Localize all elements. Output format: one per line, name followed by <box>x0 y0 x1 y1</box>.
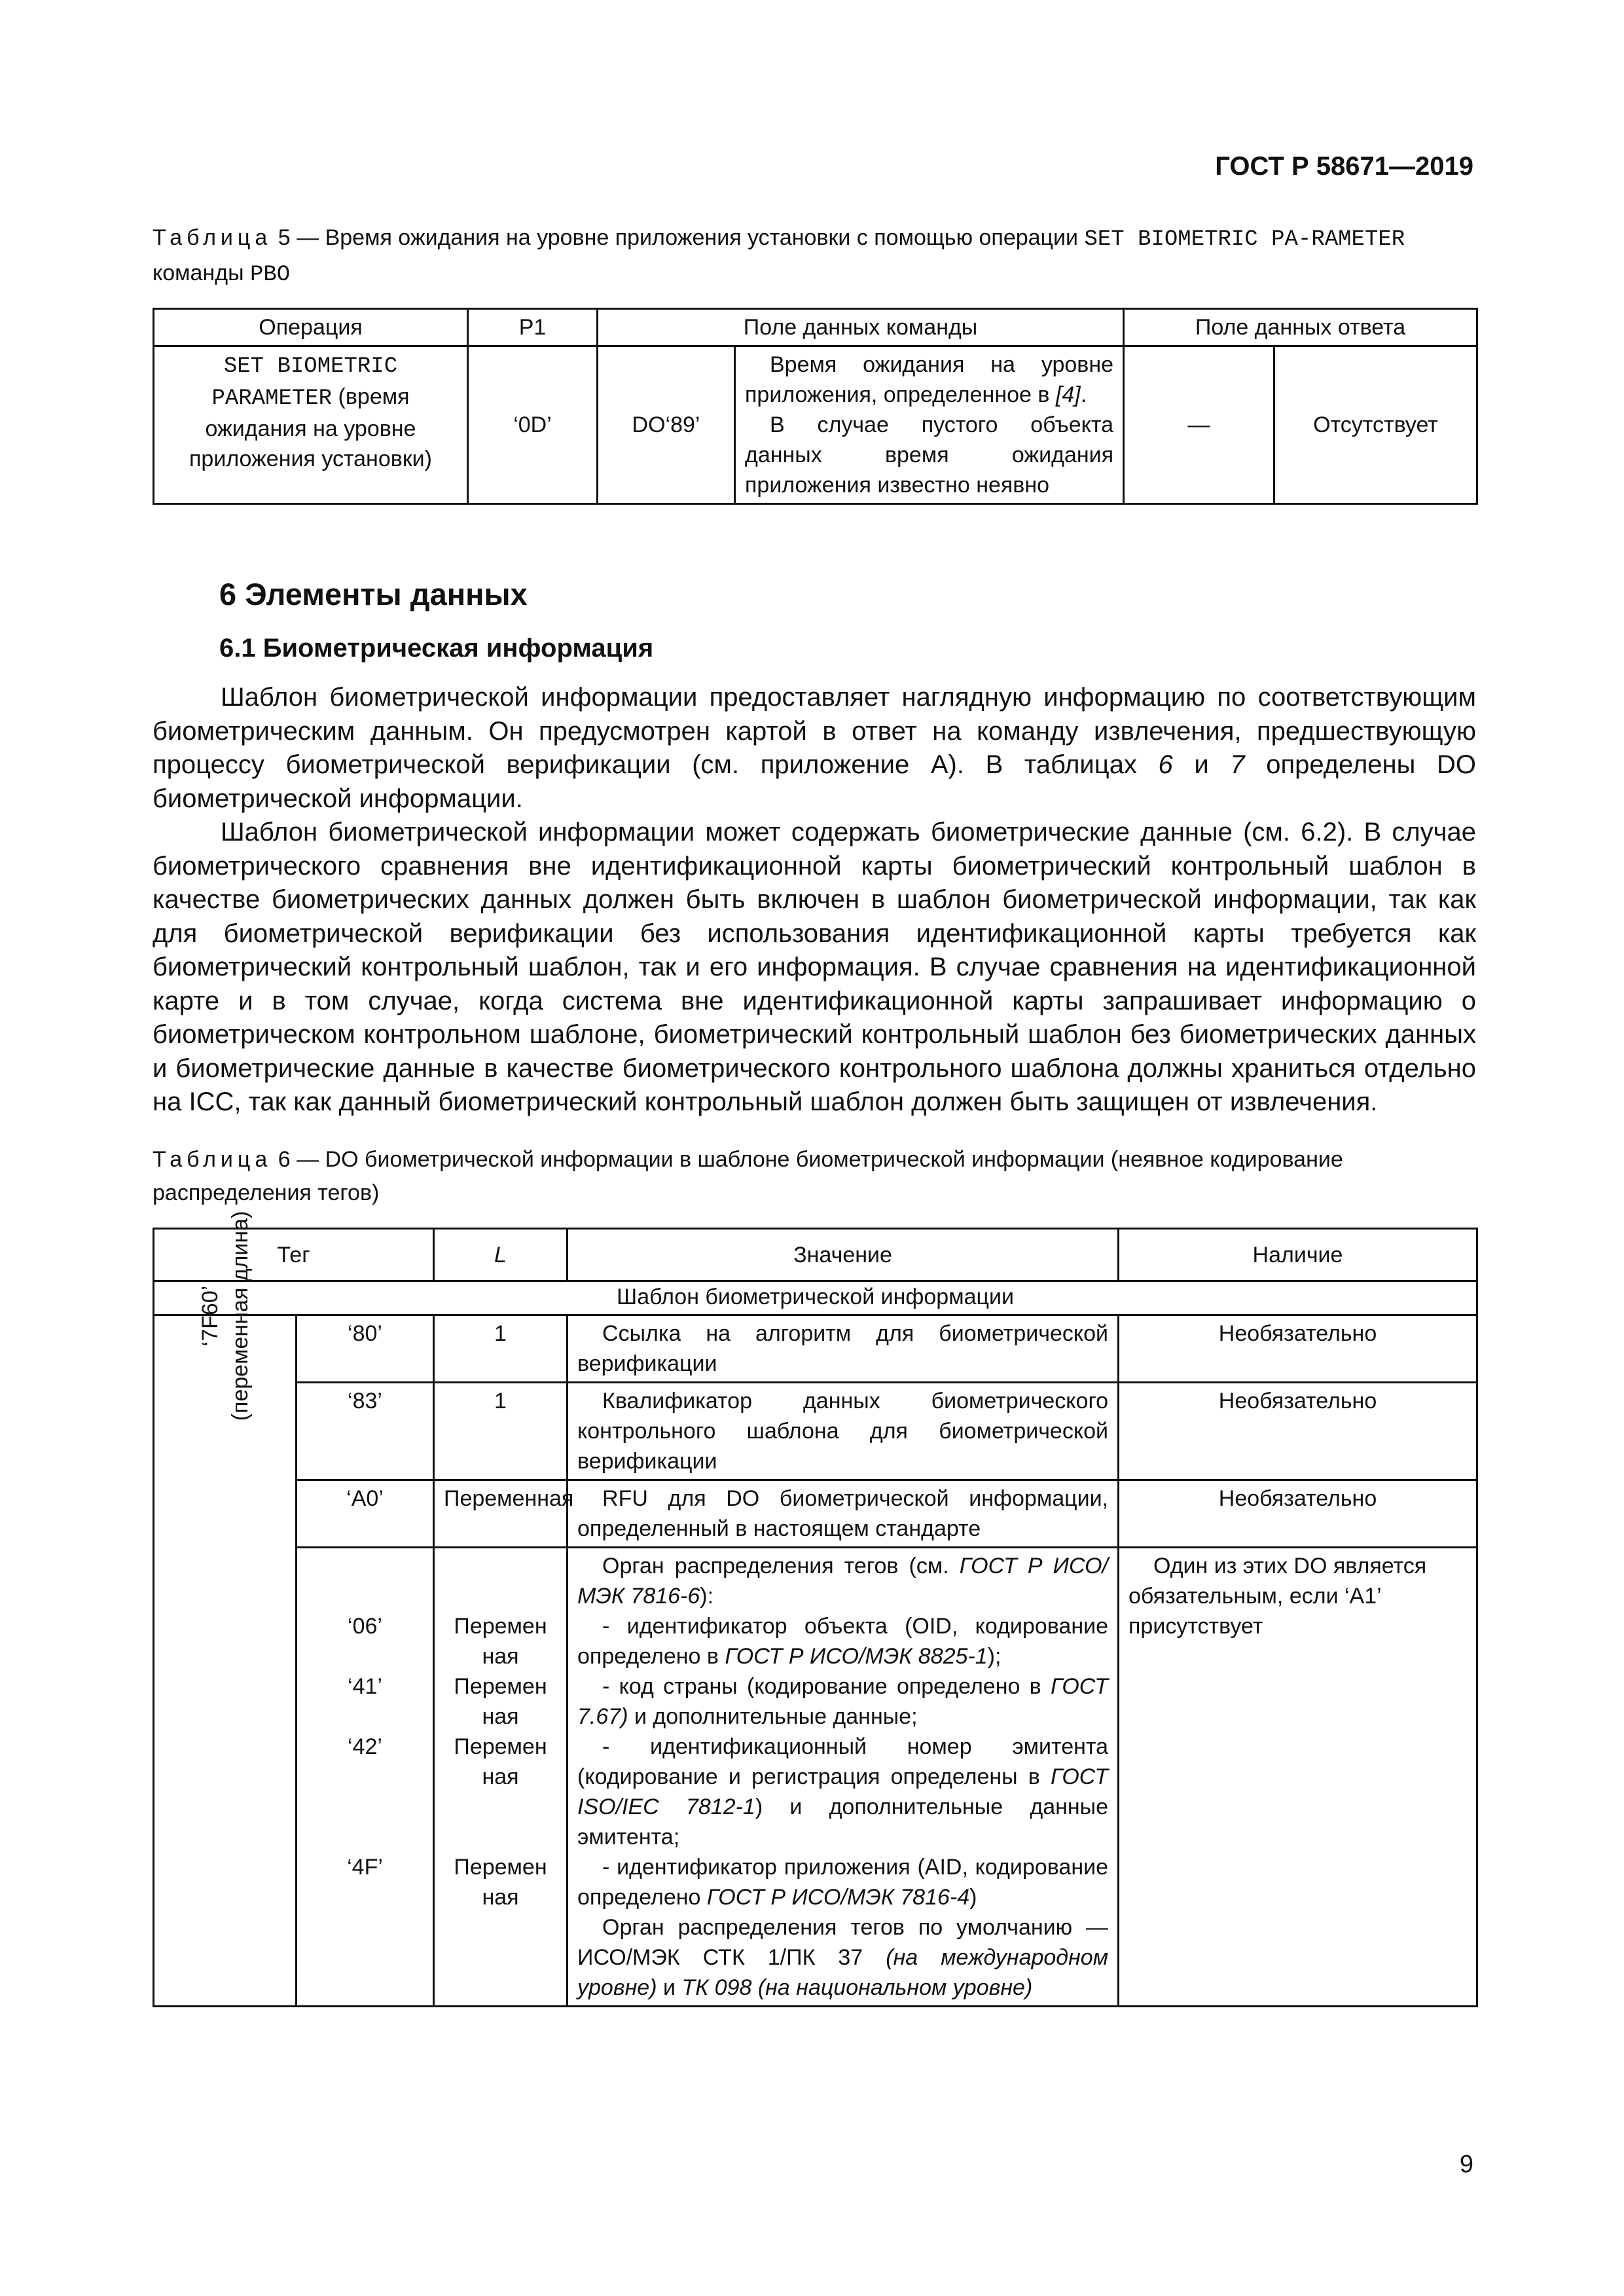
table5-dash: — <box>1124 346 1274 504</box>
table5-header-p1: P1 <box>468 309 598 346</box>
table6-auth-item <box>577 1732 1108 1852</box>
paragraph-1-table7-ref: 7 <box>1230 750 1245 779</box>
table6-header-row <box>154 1229 1477 1281</box>
table5-header-row <box>154 309 1477 346</box>
table6-tag: ‘A0’ <box>297 1480 434 1548</box>
section-title: 6 Элементы данных <box>219 577 528 611</box>
table6-auth-intro <box>577 1551 1108 1611</box>
table6-auth-lengths <box>434 1548 568 2007</box>
paragraph-1-table6-ref: 6 <box>1158 750 1173 779</box>
table5-header-response-data: Поле данных ответа <box>1124 309 1477 346</box>
table6-value: Ссылка на алгоритм для биометрической верификации <box>568 1315 1119 1383</box>
table6-group-row <box>154 1281 1477 1315</box>
table6-group-title: Шаблон биометрической информации <box>154 1281 1477 1315</box>
table6-caption-number: 6 <box>278 1147 291 1172</box>
table6-auth-item-ref: ГОСТ 7.67) <box>577 1674 1109 1729</box>
table6-auth-intro-a: Орган распределения тегов (см. <box>602 1554 960 1578</box>
table5-desc-1a: Время ожидания на уровне приложения, определенное в <box>745 352 1114 407</box>
table6-header-l: L <box>434 1229 568 1281</box>
table6-auth-item-text-end: и дополнительные данные; <box>628 1704 918 1729</box>
table5-desc-1b: . <box>1080 382 1087 407</box>
table6-auth-item-text-end: ) <box>969 1885 977 1910</box>
table6-auth-row <box>154 1548 1477 2007</box>
table6-auth-item-text: - идентификационный номер эмитента (кодирование и регистрация определены в <box>577 1734 1109 1789</box>
table6-auth-tag: ‘06’ <box>348 1614 382 1639</box>
table6-auth-l: Переменная <box>454 1855 547 1910</box>
table5-op-code: SET BIOMETRIC PARAMETER <box>211 354 398 411</box>
table5-desc-2: В случае пустого объекта данных время ожидания приложения известно неявно <box>745 412 1114 498</box>
table6-value: RFU для DO биометрической информации, определенный в настоящем стандарте <box>568 1480 1119 1548</box>
table6-auth-tag: ‘42’ <box>348 1734 382 1759</box>
table6-auth-intro-ref: ГОСТ Р ИСО/МЭК 7816-6 <box>577 1554 1109 1609</box>
paragraph-1-and: и <box>1172 750 1231 779</box>
table5-caption-text-2: команды <box>153 261 250 285</box>
table6-l: 1 <box>434 1315 568 1383</box>
table5-desc-ref: [4] <box>1055 382 1081 407</box>
table6-auth-tag: ‘41’ <box>348 1674 382 1699</box>
table6-outer-tag-value: ‘7F60’ <box>197 1285 223 1347</box>
table6-auth-default-b: и <box>657 1975 682 2000</box>
table5-header-command-data: Поле данных команды <box>598 309 1124 346</box>
table6-auth-default-i1: (на международном уровне) <box>577 1945 1109 2000</box>
table6-auth-presence: Один из этих DO является обязательным, если ‘A1’ присутствует <box>1119 1548 1477 2007</box>
table5-response: Отсутствует <box>1274 346 1477 504</box>
table6-auth-item <box>577 1852 1108 1912</box>
table6-header-value: Значение <box>568 1229 1119 1281</box>
table5-caption-text-1: — Время ожидания на уровне приложения установки с помощью операции <box>290 225 1085 250</box>
table6-tag: ‘80’ <box>297 1315 434 1383</box>
table5-caption <box>153 221 1475 292</box>
table6 <box>153 1211 1478 2007</box>
table6-auth-item-text: - идентификатор объекта (OID, кодирование определено в <box>577 1614 1109 1669</box>
table6-caption-text: — DO биометрической информации в шаблоне биометрической информации (неявное кодирование распределения тегов) <box>153 1147 1343 1205</box>
table6-l: Переменная <box>434 1480 568 1548</box>
table5 <box>153 308 1478 505</box>
table5-caption-code-1: SET BIOMETRIC PA-RAMETER <box>1084 227 1405 252</box>
table5-header-operation: Операция <box>154 309 468 346</box>
table6-auth-value <box>568 1548 1119 2007</box>
table6-auth-tags <box>297 1548 434 2007</box>
table6-auth-l: Переменная <box>454 1614 547 1669</box>
table6-presence: Необязательно <box>1119 1480 1477 1548</box>
table6-auth-tag-spacer <box>306 1551 424 1611</box>
table5-caption-code-2: PBO <box>249 263 291 287</box>
table6-header-presence: Наличие <box>1119 1229 1477 1281</box>
table6-auth-tag: ‘4F’ <box>347 1855 383 1880</box>
table6-l: 1 <box>434 1383 568 1480</box>
table5-description <box>735 346 1124 504</box>
table6-auth-intro-b: ): <box>700 1584 714 1609</box>
table5-do: DO‘89’ <box>598 346 735 504</box>
table6-auth-default <box>577 1912 1108 2003</box>
table5-row <box>154 346 1477 504</box>
table6-outer-tag-length: (переменная длина) <box>227 1211 253 1421</box>
table6-presence: Необязательно <box>1119 1383 1477 1480</box>
table6-auth-l-spacer <box>444 1551 557 1611</box>
paragraph-1a: Шаблон биометрической информации предоставляет наглядную информацию по соответствующим биометрическим данным. Он предусмотрен картой в ответ на команду извлечения, предшествующую процессу биометрической верификации (см. приложение А). В таблицах <box>153 683 1476 779</box>
table5-op-text: (время ожидания на уровне приложения установки) <box>189 384 432 471</box>
table-row <box>154 1480 1477 1548</box>
table6-auth-l: Переменная <box>454 1734 547 1789</box>
table5-desc-1 <box>745 350 1113 410</box>
standard-id: ГОСТ Р 58671—2019 <box>1215 152 1473 181</box>
table6-tag: ‘83’ <box>297 1383 434 1480</box>
table6-outer-tag <box>195 1211 255 1421</box>
table6-auth-l: Переменная <box>454 1674 547 1729</box>
table6-auth-item <box>577 1671 1108 1732</box>
page-number: 9 <box>1459 2151 1473 2178</box>
table6-auth-item-ref: ГОСТ Р ИСО/МЭК 7816-4 <box>706 1885 970 1910</box>
table5-operation-cell <box>154 346 468 504</box>
table6-header-tag: Тег <box>154 1229 434 1281</box>
paragraph-1b: определены DO биометрической информации. <box>153 750 1476 813</box>
table6-auth-item <box>577 1611 1108 1671</box>
table6-auth-item-ref: ГОСТ Р ИСО/МЭК 8825-1 <box>725 1644 988 1669</box>
table6-auth-item-text-end: ); <box>987 1644 1001 1669</box>
table-row <box>154 1383 1477 1480</box>
table6-auth-default-a: Орган распределения тегов по умолчанию — ИСО/МЭК СТК 1/ПК 37 <box>577 1915 1109 1970</box>
table-row <box>154 1315 1477 1383</box>
table5-p1: ‘0D’ <box>468 346 598 504</box>
table6-auth-item-ref: ГОСТ ISO/IEC 7812-1 <box>577 1764 1109 1819</box>
table5-caption-number: 5 <box>278 225 291 250</box>
section-body <box>153 681 1476 1120</box>
table6-auth-item-text: - идентификатор приложения (AID, кодирование определено <box>577 1855 1109 1910</box>
table6-presence: Необязательно <box>1119 1315 1477 1383</box>
table6-caption-label: Таблица <box>153 1147 272 1172</box>
table6-caption <box>153 1143 1475 1210</box>
table6-auth-default-i2: ТК 098 (на национальном уровне) <box>681 1975 1033 2000</box>
table6-auth-item-text-end: ) и дополнительные данные эмитента; <box>577 1795 1109 1850</box>
subsection-title: 6.1 Биометрическая информация <box>219 634 654 663</box>
paragraph-2: Шаблон биометрической информации может содержать биометрические данные (см. 6.2). В случае биометрического сравнения вне идентификационной карты биометрический контрольный шаблон в качестве биометрических данных должен быть включен в шаблон биометрической информации, так как для биометрической верификации без использования идентификационной карты требуется как биометрический контрольный шаблон, так и его информация. В случае сравнения на идентификационной карте и в том случае, когда система вне идентификационной карты запрашивает информацию о биометрическом контрольном шаблоне, биометрический контрольный шаблон без биометрических данных и биометрические данные в качестве биометрического контрольного шаблона должны храниться отдельно на ICC, так как данный биометрический контрольный шаблон должен быть защищен от извлечения. <box>153 818 1476 1116</box>
paragraph-1 <box>153 681 1476 816</box>
table6-auth-item-text: - код страны (кодирование определено в <box>602 1674 1051 1699</box>
table5-caption-label: Таблица <box>153 225 272 250</box>
table6-value: Квалификатор данных биометрического контрольного шаблона для биометрической верификации <box>568 1383 1119 1480</box>
